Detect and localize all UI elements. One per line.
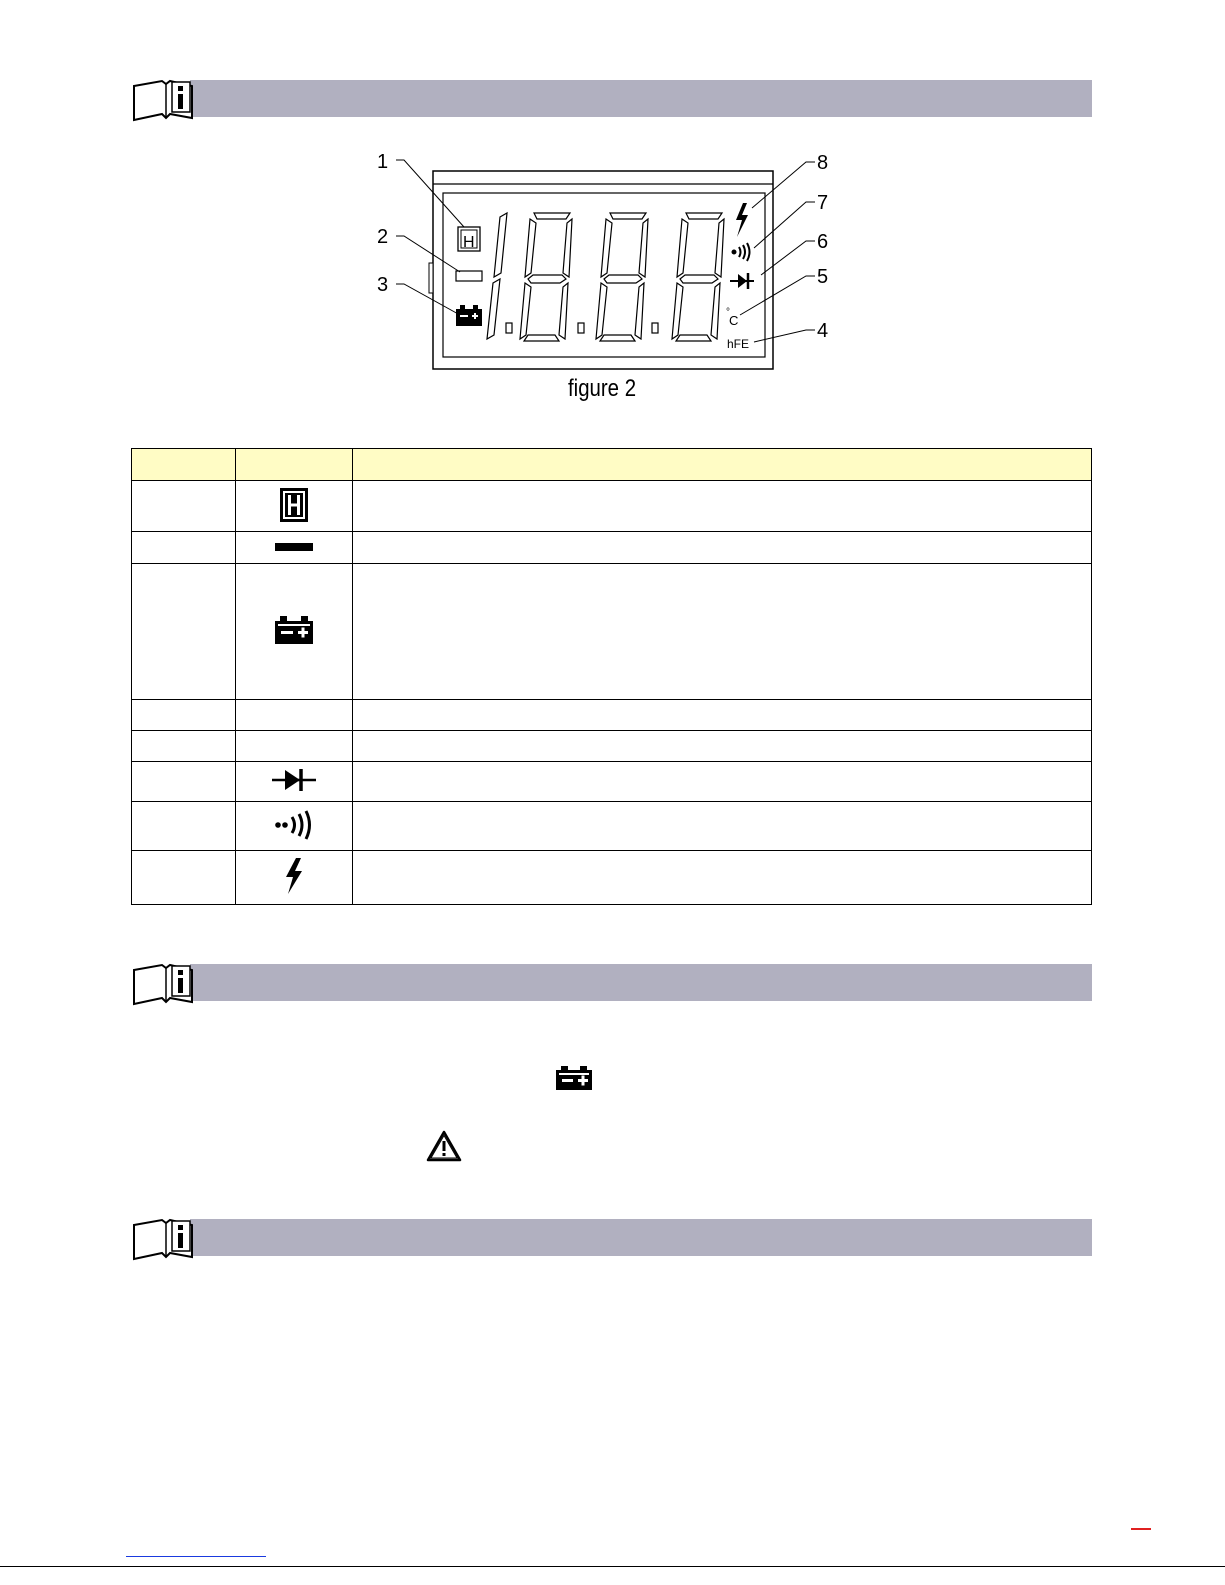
- row-number: [132, 700, 236, 731]
- diode-icon: [271, 767, 317, 793]
- row-description: [353, 481, 1092, 532]
- callout-2: 2: [377, 226, 389, 248]
- section-header-3: [132, 1217, 1092, 1257]
- row-description: [353, 532, 1092, 564]
- callout-6: 6: [817, 231, 829, 253]
- row-number: [132, 762, 236, 802]
- battery-icon: [555, 1065, 593, 1091]
- lcd-hfe-label: hFE: [727, 337, 750, 351]
- info-book-icon: [132, 962, 196, 1008]
- row-symbol: [236, 700, 353, 731]
- section-bar-1: [190, 80, 1092, 117]
- header-description: [353, 449, 1092, 481]
- page-number-mark: [1131, 1528, 1151, 1530]
- header-number: [132, 449, 236, 481]
- table-row: [132, 731, 1092, 762]
- table-row: [132, 762, 1092, 802]
- callout-4: 4: [817, 320, 829, 342]
- row-symbol: [236, 481, 353, 532]
- row-symbol: [236, 564, 353, 700]
- callout-5: 5: [817, 266, 829, 288]
- row-symbol: [236, 851, 353, 905]
- section-header-1: [132, 78, 1092, 118]
- table-row: [132, 481, 1092, 532]
- row-description: [353, 564, 1092, 700]
- lcd-legend-table: [131, 448, 1092, 905]
- callout-3: 3: [377, 274, 389, 296]
- info-book-icon: [132, 1217, 196, 1263]
- row-description: [353, 762, 1092, 802]
- row-number: [132, 532, 236, 564]
- battery-icon: [274, 615, 314, 645]
- row-symbol: [236, 762, 353, 802]
- row-symbol: [236, 532, 353, 564]
- row-symbol: [236, 731, 353, 762]
- hold-icon: [279, 487, 309, 523]
- callout-1: 1: [377, 151, 389, 173]
- row-description: [353, 700, 1092, 731]
- row-number: [132, 802, 236, 851]
- table-header-row: [132, 449, 1092, 481]
- table-row: [132, 564, 1092, 700]
- warning-icon: [426, 1130, 462, 1162]
- row-description: [353, 802, 1092, 851]
- callout-7: 7: [817, 192, 829, 214]
- section-bar-2: [190, 964, 1092, 1001]
- lcd-hold-icon: [458, 227, 480, 251]
- figure-caption: figure 2: [568, 375, 637, 402]
- table-row: [132, 700, 1092, 731]
- footer-rule: [0, 1566, 1225, 1567]
- table-row: [132, 851, 1092, 905]
- minus-icon: [274, 541, 314, 553]
- section-header-2: [132, 962, 1092, 1002]
- svg-text:H: H: [463, 234, 475, 251]
- footer-link-underline[interactable]: [126, 1556, 266, 1557]
- row-description: [353, 731, 1092, 762]
- lcd-celsius-label: C: [729, 313, 739, 328]
- table-row: [132, 532, 1092, 564]
- lcd-minus-segment: [456, 271, 482, 281]
- row-description: [353, 851, 1092, 905]
- row-number: [132, 481, 236, 532]
- table-row: [132, 802, 1092, 851]
- continuity-icon: [273, 810, 315, 840]
- info-book-icon: [132, 78, 196, 124]
- header-symbol: [236, 449, 353, 481]
- row-number: [132, 731, 236, 762]
- section-bar-3: [190, 1219, 1092, 1256]
- lcd-degree-sign: °: [726, 307, 730, 318]
- high-voltage-icon: [283, 857, 305, 895]
- row-symbol: [236, 802, 353, 851]
- callout-8: 8: [817, 152, 829, 174]
- row-number: [132, 564, 236, 700]
- row-number: [132, 851, 236, 905]
